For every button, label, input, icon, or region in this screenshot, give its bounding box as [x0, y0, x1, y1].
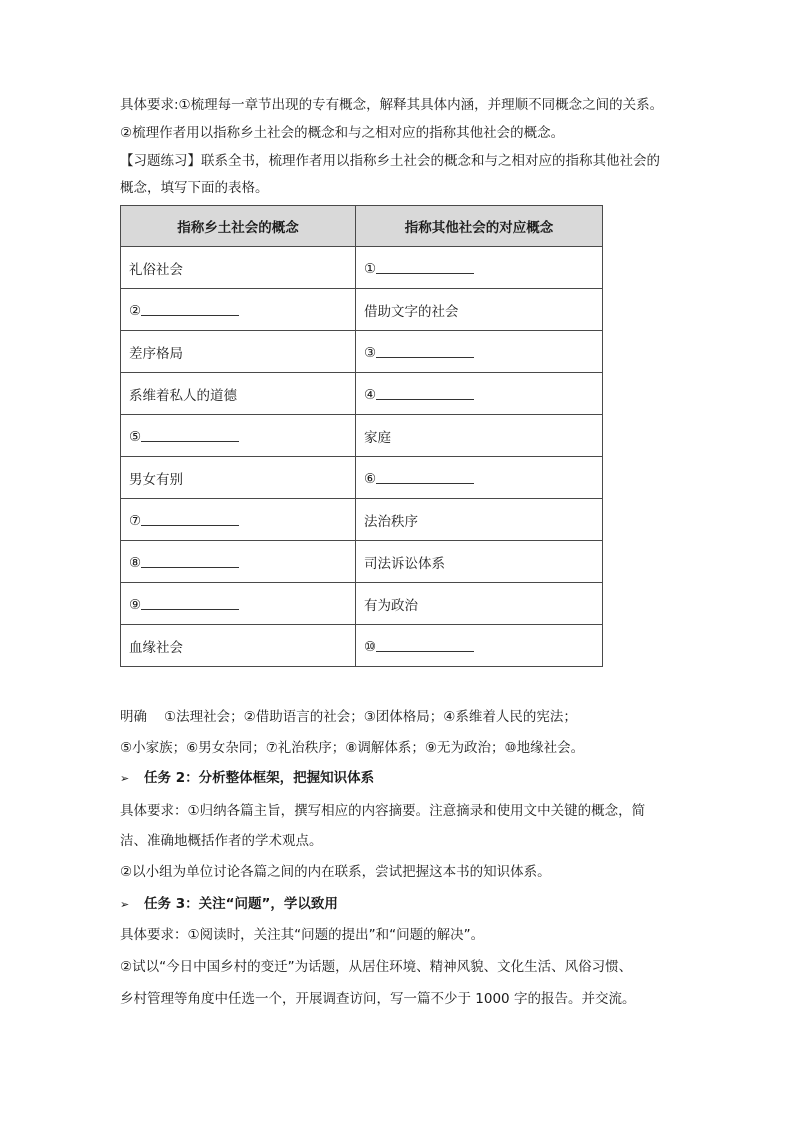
- cell-other-concept: [356, 373, 603, 415]
- table-row: [121, 289, 603, 331]
- table-row: [121, 331, 603, 373]
- cell-text: ⑨: [129, 596, 142, 613]
- cell-other-concept: [356, 331, 603, 373]
- header-rural-concept: 指称乡土社会的概念: [121, 206, 356, 247]
- answer-blank[interactable]: [141, 511, 239, 526]
- task2-req-1: 具体要求：①归纳各篇主旨，撰写相应的内容摘要。注意摘录和使用文中关键的概念，简: [120, 803, 646, 819]
- cell-other-concept: [356, 541, 603, 583]
- cell-text: ⑦: [129, 512, 142, 529]
- answer-blank[interactable]: [141, 427, 239, 442]
- exercise-line-1: 【习题练习】联系全书，梳理作者用以指称乡土社会的概念和与之相对应的指称其他社会的: [120, 153, 660, 169]
- cell-other-concept: [356, 583, 603, 625]
- answer-line-1: [120, 707, 577, 727]
- cell-text: 系维着私人的道德: [129, 387, 237, 404]
- cell-rural-concept: [121, 289, 356, 331]
- answer-blank[interactable]: [376, 385, 474, 400]
- cell-other-concept: [356, 289, 603, 331]
- cell-rural-concept: [121, 415, 356, 457]
- task2-title: [120, 768, 374, 789]
- table-row: [121, 583, 603, 625]
- cell-rural-concept: [121, 625, 356, 667]
- table-row: [121, 625, 603, 667]
- cell-text: 借助文字的社会: [364, 303, 459, 320]
- cell-text: ③: [364, 344, 377, 361]
- cell-text: 血缘社会: [129, 639, 183, 656]
- task2-req-2: 洁、准确地概括作者的学术观点。: [120, 833, 323, 849]
- answer-label: 明确: [120, 709, 147, 725]
- task3-req-2: ②试以“今日中国乡村的变迁”为话题，从居住环境、精神风貌、文化生活、风俗习惯、: [120, 959, 633, 975]
- table-row: [121, 415, 603, 457]
- cell-text: 法治秩序: [364, 513, 418, 530]
- task3-title: [120, 894, 338, 915]
- cell-text: 男女有别: [129, 471, 183, 488]
- table-row: [121, 247, 603, 289]
- task2-title-text: 任务 2：分析整体框架，把握知识体系: [144, 770, 375, 786]
- table-header-row: [121, 206, 603, 247]
- cell-rural-concept: [121, 331, 356, 373]
- cell-text: ④: [364, 386, 377, 403]
- table-row: [121, 457, 603, 499]
- answer-blank[interactable]: [141, 301, 239, 316]
- answer-blank[interactable]: [376, 637, 474, 652]
- cell-text: 有为政治: [364, 597, 418, 614]
- cell-other-concept: [356, 499, 603, 541]
- cell-text: ⑧: [129, 554, 142, 571]
- answer-blank[interactable]: [376, 469, 474, 484]
- task3-req-1: 具体要求：①阅读时，关注其“问题的提出”和“问题的解决”。: [120, 927, 485, 943]
- cell-text: ⑥: [364, 470, 377, 487]
- cell-text: ⑤: [129, 428, 142, 445]
- table-row: [121, 373, 603, 415]
- answer-blank[interactable]: [376, 259, 474, 274]
- task3-req-3: 乡村管理等角度中任选一个，开展调查访问，写一篇不少于 1000 字的报告。并交流。: [120, 991, 636, 1007]
- cell-other-concept: [356, 247, 603, 289]
- cell-text: 家庭: [364, 429, 391, 446]
- table-row: [121, 499, 603, 541]
- cell-other-concept: [356, 625, 603, 667]
- cell-rural-concept: [121, 457, 356, 499]
- header-other-concept: 指称其他社会的对应概念: [356, 206, 603, 247]
- cell-text: ①: [364, 260, 377, 277]
- task2-req-3: ②以小组为单位讨论各篇之间的内在联系，尝试把握这本书的知识体系。: [120, 864, 551, 880]
- cell-rural-concept: [121, 373, 356, 415]
- answer-blank[interactable]: [141, 553, 239, 568]
- concept-table: [120, 205, 603, 667]
- cell-text: 礼俗社会: [129, 261, 183, 278]
- cell-rural-concept: [121, 247, 356, 289]
- cell-text: 差序格局: [129, 345, 183, 362]
- task3-title-text: 任务 3：关注“问题”，学以致用: [144, 896, 338, 912]
- intro-line-2: ②梳理作者用以指称乡土社会的概念和与之相对应的指称其他社会的概念。: [120, 125, 565, 141]
- cell-rural-concept: [121, 583, 356, 625]
- cell-text: 司法诉讼体系: [364, 555, 445, 572]
- answer-blank[interactable]: [376, 343, 474, 358]
- cell-other-concept: [356, 415, 603, 457]
- arrow-icon: ➢: [120, 898, 130, 911]
- exercise-line-2: 概念，填写下面的表格。: [120, 180, 269, 196]
- arrow-icon: ➢: [120, 772, 130, 785]
- cell-text: ②: [129, 302, 142, 319]
- intro-line-1: 具体要求:①梳理每一章节出现的专有概念，解释其具体内涵，并理顺不同概念之间的关系。: [120, 97, 664, 113]
- cell-rural-concept: [121, 499, 356, 541]
- answer-blank[interactable]: [141, 595, 239, 610]
- cell-rural-concept: [121, 541, 356, 583]
- cell-text: ⑩: [364, 638, 377, 655]
- answer-text-1: ①法理社会；②借助语言的社会；③团体格局；④系维着人民的宪法；: [164, 709, 577, 725]
- cell-other-concept: [356, 457, 603, 499]
- table-row: [121, 541, 603, 583]
- answer-line-2: ⑤小家族；⑥男女杂同；⑦礼治秩序；⑧调解体系；⑨无为政治；⑩地缘社会。: [120, 740, 585, 756]
